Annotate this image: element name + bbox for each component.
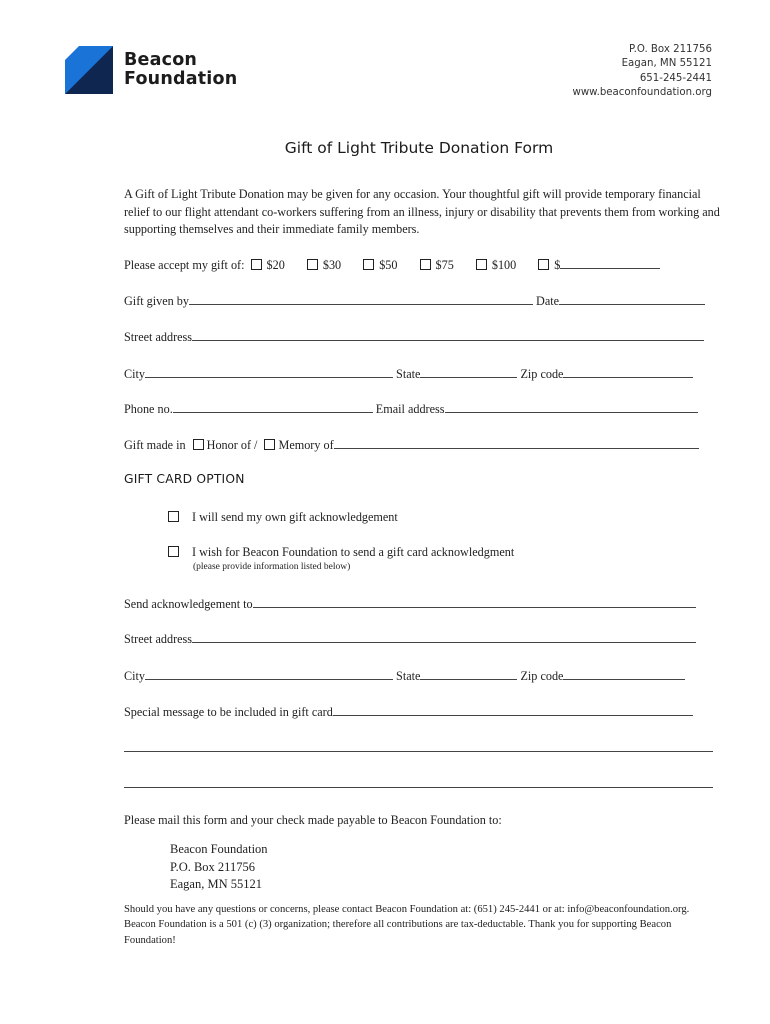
card-street-label: Street address — [124, 632, 193, 646]
honor-of-checkbox[interactable] — [193, 439, 204, 450]
special-message-line-2[interactable] — [124, 750, 713, 752]
card-zip-field[interactable] — [563, 668, 685, 680]
honor-of-label: Honor of / — [206, 438, 258, 452]
street-address-label: Street address — [124, 330, 193, 344]
zip-label: Zip code — [520, 367, 564, 381]
mailing-address — [170, 841, 268, 894]
zip-field[interactable] — [563, 366, 693, 378]
own-acknowledgement-label: I will send my own gift acknowledgement — [192, 510, 398, 524]
card-state-label: State — [396, 669, 421, 683]
amount-other-checkbox[interactable] — [538, 259, 549, 270]
amount-20-label: $20 — [266, 258, 285, 272]
amount-20-checkbox[interactable] — [251, 259, 262, 270]
amount-other-label: $ — [554, 258, 561, 272]
memory-of-label: Memory of — [278, 438, 334, 452]
foundation-acknowledgement-label: I wish for Beacon Foundation to send a gift card acknowledgment — [192, 545, 515, 559]
own-acknowledgement-checkbox[interactable] — [168, 511, 179, 522]
header-po-box: P.O. Box 211756 — [629, 44, 712, 55]
beacon-logo-icon — [65, 46, 113, 94]
mailing-city: Eagan, MN 55121 — [170, 877, 262, 891]
intro-paragraph: A Gift of Light Tribute Donation may be given for any occasion. Your thoughtful gift will provide temporary financial relief to our flight attendant co-workers suffering from an illness, injury or disability that prevents them from working and supporting themselves and their immediate family members. — [124, 187, 720, 236]
memory-of-field[interactable] — [334, 437, 699, 449]
card-state-field[interactable] — [420, 668, 517, 680]
card-city-label: City — [124, 669, 145, 683]
gift-card-option-2 — [168, 545, 514, 560]
brand-line-1: Beacon — [124, 50, 198, 70]
special-message-line-3[interactable] — [124, 786, 713, 788]
card-city-row — [124, 668, 685, 684]
email-label: Email address — [375, 402, 445, 416]
date-field[interactable] — [559, 293, 705, 305]
card-street-row — [124, 631, 696, 647]
special-message-row — [124, 704, 693, 720]
gift-amount-row — [124, 257, 660, 273]
state-field[interactable] — [420, 366, 517, 378]
card-street-field[interactable] — [192, 631, 696, 643]
brand-name — [124, 51, 237, 89]
footer-note: Should you have any questions or concerns, please contact Beacon Foundation at: (651) 245-2441 or at: info@beaconfoundation.org. Beacon Foundation is a 501 (c) (3) organization; therefore all contributions are tax-deductable. Thank you for supporting Beacon Foundation! — [124, 904, 690, 946]
memory-of-checkbox[interactable] — [264, 439, 275, 450]
amount-100-label: $100 — [491, 258, 517, 272]
card-city-field[interactable] — [145, 668, 393, 680]
gift-made-in-label: Gift made in — [124, 438, 186, 452]
gift-card-option-1 — [168, 510, 398, 525]
gift-card-heading: GIFT CARD OPTION — [124, 472, 245, 486]
amount-30-label: $30 — [322, 258, 342, 272]
date-label: Date — [536, 294, 560, 308]
mail-instruction: Please mail this form and your check made payable to Beacon Foundation to: — [124, 813, 502, 827]
send-to-row — [124, 596, 696, 612]
accept-label: Please accept my gift of: — [124, 258, 245, 272]
brand-line-2: Foundation — [124, 69, 238, 89]
city-field[interactable] — [145, 366, 393, 378]
amount-50-label: $50 — [379, 258, 398, 272]
option-2-note: (please provide information listed below) — [193, 562, 351, 572]
contact-row — [124, 401, 698, 417]
send-to-field[interactable] — [253, 596, 696, 608]
foundation-acknowledgement-checkbox[interactable] — [168, 546, 179, 557]
city-label: City — [124, 367, 145, 381]
tribute-row — [124, 437, 699, 453]
special-message-label: Special message to be included in gift card — [124, 705, 333, 719]
gift-given-by-label: Gift given by — [124, 294, 189, 308]
street-row — [124, 329, 704, 345]
email-field[interactable] — [445, 401, 698, 413]
special-message-field[interactable] — [333, 704, 693, 716]
gift-given-by-field[interactable] — [189, 293, 533, 305]
phone-field[interactable] — [173, 401, 373, 413]
amount-50-checkbox[interactable] — [363, 259, 374, 270]
header-phone: 651-245-2441 — [639, 72, 712, 84]
amount-75-checkbox[interactable] — [420, 259, 431, 270]
header-city: Eagan, MN 55121 — [621, 58, 712, 70]
header-website: www.beaconfoundation.org — [572, 87, 712, 99]
state-label: State — [396, 367, 421, 381]
card-zip-label: Zip code — [520, 669, 564, 683]
mailing-name: Beacon Foundation — [170, 842, 268, 856]
amount-other-field[interactable] — [560, 257, 660, 269]
street-address-field[interactable] — [192, 329, 704, 341]
send-to-label: Send acknowledgement to — [124, 597, 253, 611]
gift-given-row — [124, 293, 705, 309]
city-row — [124, 366, 693, 382]
amount-30-checkbox[interactable] — [307, 259, 318, 270]
header-address — [573, 43, 712, 101]
mailing-po-box: P.O. Box 211756 — [170, 859, 255, 874]
phone-label: Phone no. — [124, 402, 173, 416]
amount-100-checkbox[interactable] — [476, 259, 487, 270]
amount-75-label: $75 — [435, 258, 454, 272]
form-title: Gift of Light Tribute Donation Form — [284, 139, 554, 157]
